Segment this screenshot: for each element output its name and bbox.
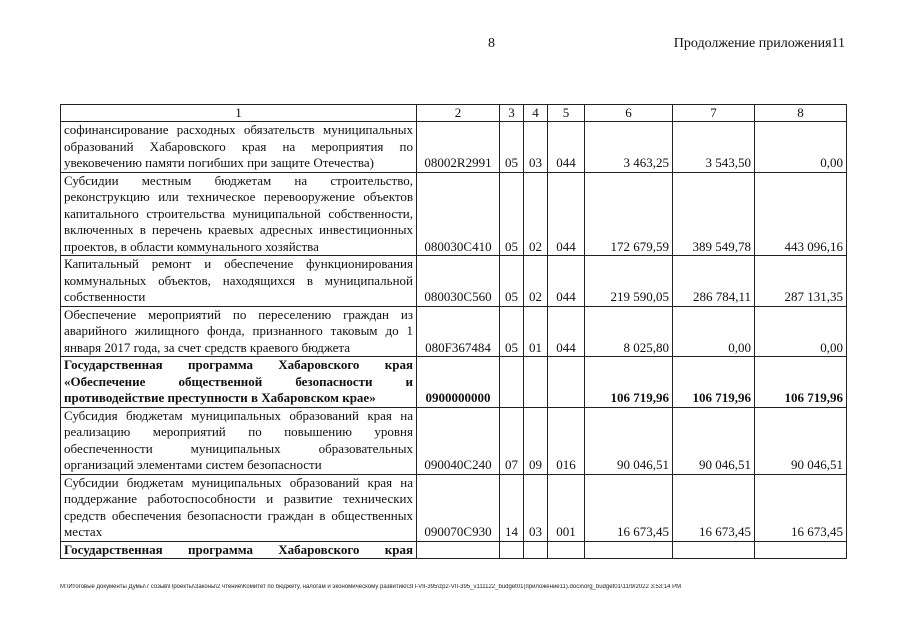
- row-description: Государственная программа Хабаровского края: [61, 541, 417, 559]
- section-code: 05: [500, 256, 524, 307]
- column-header: 7: [673, 105, 755, 122]
- subsection-code: 01: [524, 306, 548, 357]
- amount-col6: 3 463,25: [585, 122, 673, 173]
- target-article-code: [417, 541, 500, 559]
- row-description: Обеспечение мероприятий по переселению граждан из аварийного жилищного фонда, признанного таковым до 1 января 2017 года, за счет средств краевого бюджета: [61, 306, 417, 357]
- target-article-code: 080F367484: [417, 306, 500, 357]
- subsection-code: [524, 541, 548, 559]
- table-row: [61, 474, 847, 541]
- subsection-code: 02: [524, 256, 548, 307]
- table-row: [61, 256, 847, 307]
- table-row: [61, 172, 847, 256]
- table-row: [61, 407, 847, 474]
- table-row: [61, 306, 847, 357]
- section-code: 05: [500, 122, 524, 173]
- amount-col6: 16 673,45: [585, 474, 673, 541]
- amount-col7: 0,00: [673, 306, 755, 357]
- target-article-code: 090070C930: [417, 474, 500, 541]
- administrator-code: 044: [548, 306, 585, 357]
- amount-col6: 8 025,80: [585, 306, 673, 357]
- amount-col8: 287 131,35: [755, 256, 847, 307]
- column-number-row: [61, 105, 847, 122]
- column-header: 5: [548, 105, 585, 122]
- administrator-code: [548, 357, 585, 408]
- amount-col7: 389 549,78: [673, 172, 755, 256]
- target-article-code: 08002R2991: [417, 122, 500, 173]
- table-row: [61, 122, 847, 173]
- amount-col7: 286 784,11: [673, 256, 755, 307]
- target-article-code: 090040C240: [417, 407, 500, 474]
- row-description: Государственная программа Хабаровского края «Обеспечение общественной безопасности и противодействие преступности в Хабаровском крае»: [61, 357, 417, 408]
- amount-col7: 106 719,96: [673, 357, 755, 408]
- amount-col8: 0,00: [755, 306, 847, 357]
- amount-col6: 172 679,59: [585, 172, 673, 256]
- amount-col8: [755, 541, 847, 559]
- amount-col6: 90 046,51: [585, 407, 673, 474]
- administrator-code: 016: [548, 407, 585, 474]
- target-article-code: 0900000000: [417, 357, 500, 408]
- section-code: [500, 541, 524, 559]
- column-header: 8: [755, 105, 847, 122]
- section-code: 14: [500, 474, 524, 541]
- subsection-code: 02: [524, 172, 548, 256]
- amount-col8: 106 719,96: [755, 357, 847, 408]
- administrator-code: 044: [548, 122, 585, 173]
- amount-col8: 443 096,16: [755, 172, 847, 256]
- appendix-continuation-note: Продолжение приложения11: [673, 36, 845, 51]
- row-description: Субсидии бюджетам муниципальных образований края на поддержание работоспособности и развитие технических средств обеспечения безопасности граждан в общественных местах: [61, 474, 417, 541]
- amount-col7: 16 673,45: [673, 474, 755, 541]
- administrator-code: 001: [548, 474, 585, 541]
- administrator-code: [548, 541, 585, 559]
- amount-col7: 90 046,51: [673, 407, 755, 474]
- amount-col8: 0,00: [755, 122, 847, 173]
- subsection-code: 03: [524, 474, 548, 541]
- row-description: Субсидии местным бюджетам на строительство, реконструкцию или техническое перевооружение объектов капитального строительства муниципальной собственности, включенных в перечень краевых адресных инвестиционных проектов, в области коммунального хозяйства: [61, 172, 417, 256]
- program-total-row: [61, 357, 847, 408]
- amount-col8: 16 673,45: [755, 474, 847, 541]
- section-code: 05: [500, 172, 524, 256]
- page-number: 8: [488, 36, 495, 51]
- program-total-row: [61, 541, 847, 559]
- section-code: 07: [500, 407, 524, 474]
- amount-col8: 90 046,51: [755, 407, 847, 474]
- column-header: 4: [524, 105, 548, 122]
- amount-col7: 3 543,50: [673, 122, 755, 173]
- row-description: Капитальный ремонт и обеспечение функционирования коммунальных объектов, находящихся в муниципальной собственности: [61, 256, 417, 307]
- column-header: 3: [500, 105, 524, 122]
- amount-col6: 219 590,05: [585, 256, 673, 307]
- amount-col6: 106 719,96: [585, 357, 673, 408]
- target-article-code: 080030C410: [417, 172, 500, 256]
- section-code: 05: [500, 306, 524, 357]
- subsection-code: 03: [524, 122, 548, 173]
- column-header: 1: [61, 105, 417, 122]
- subsection-code: [524, 357, 548, 408]
- budget-table: [60, 104, 847, 559]
- column-header: 6: [585, 105, 673, 122]
- subsection-code: 09: [524, 407, 548, 474]
- document-file-path: М:\Итоговые документы Думы\7 созыв\Проекты\Законы\2 чтение\Комитет по бюджету, налогам и экономическому развитию\ЗП-VII-395\zp2-VII-395_v111122_budget01(приложение11).docx\org_budget01\11/9/2022 3:53:14 PM: [60, 584, 682, 590]
- row-description: Субсидия бюджетам муниципальных образований края на реализацию мероприятий по повышению уровня обеспеченности муниципальных образовательных организаций элементами систем безопасности: [61, 407, 417, 474]
- administrator-code: 044: [548, 256, 585, 307]
- amount-col6: [585, 541, 673, 559]
- row-description: софинансирование расходных обязательств муниципальных образований Хабаровского края на мероприятия по увековечению памяти погибших при защите Отечества): [61, 122, 417, 173]
- target-article-code: 080030C560: [417, 256, 500, 307]
- column-header: 2: [417, 105, 500, 122]
- section-code: [500, 357, 524, 408]
- amount-col7: [673, 541, 755, 559]
- administrator-code: 044: [548, 172, 585, 256]
